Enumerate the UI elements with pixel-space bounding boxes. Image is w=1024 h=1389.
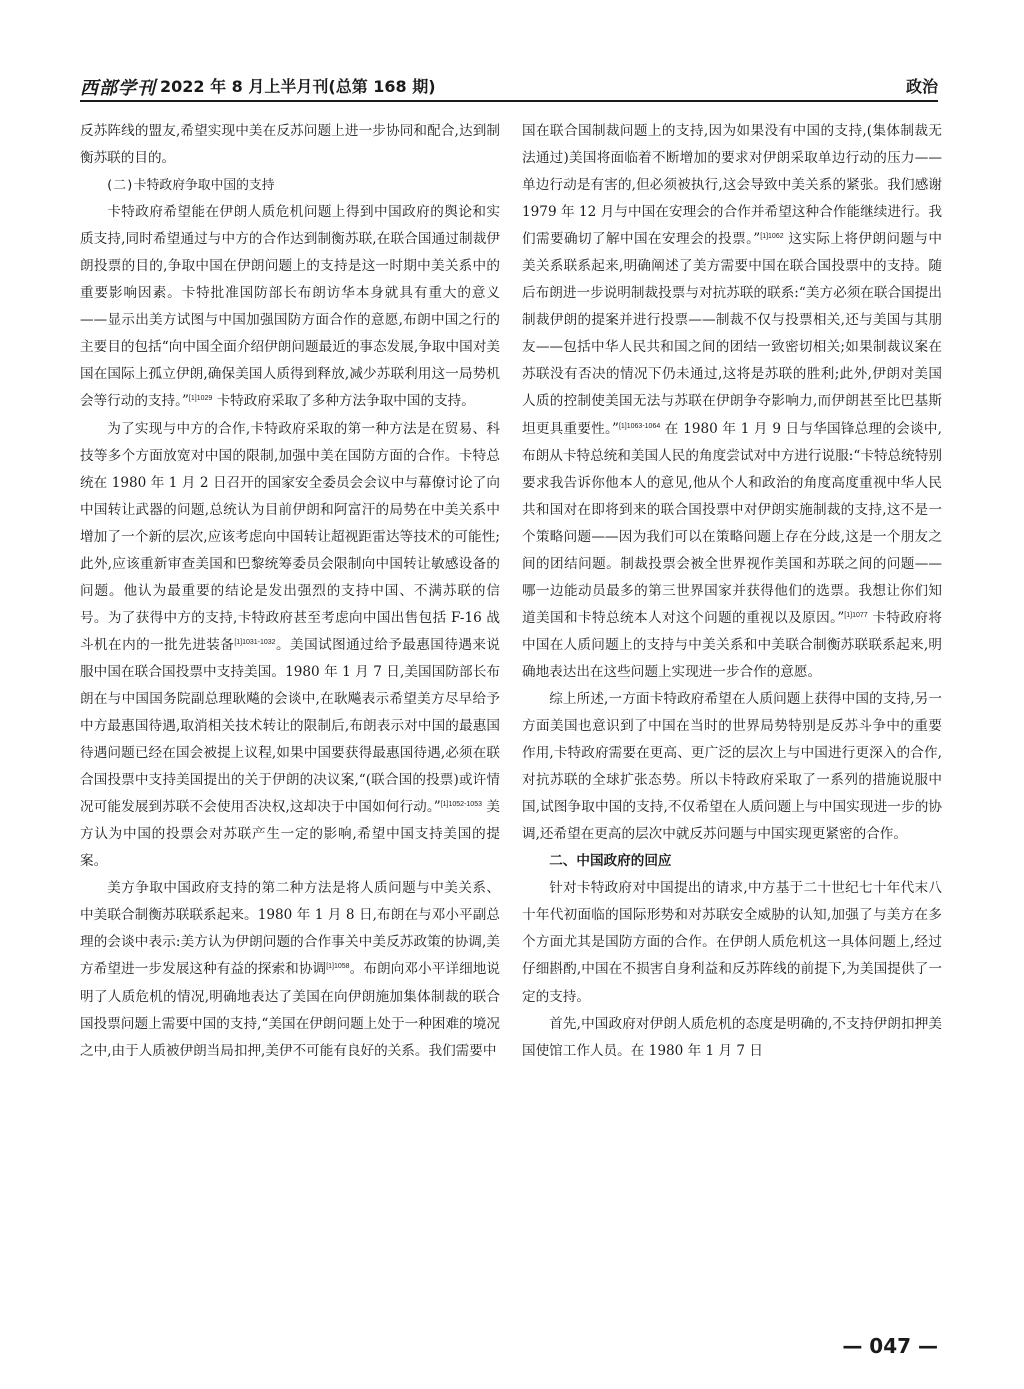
citation: [1]1052-1053 xyxy=(440,801,482,809)
page-header xyxy=(80,72,938,102)
journal-logo: 西部学刊 xyxy=(80,78,156,99)
left-column xyxy=(80,118,500,1238)
citation: [1]1029 xyxy=(188,395,213,403)
subsection-heading: (二)卡特政府争取中国的支持 xyxy=(105,178,275,194)
citation: [1]1077 xyxy=(844,611,868,619)
paragraph: 首先,中国政府对伊朗人质危机的态度是明确的,不支持伊朗扣押美国使馆工作人员。在 1980 年 1 月 7 日 xyxy=(522,1015,942,1059)
citation: [1]1062 xyxy=(760,233,784,241)
issue-info: 2022 年 8 月上半月刊(总第 168 期) xyxy=(160,77,436,96)
paragraph: 为了实现与中方的合作,卡特政府采取的第一种方法是在贸易、科技等多个方面放宽对中国的限制,加强中美在国防方面的合作。卡特总统在 1980 年 1 月 2 日召开的国家安全委员会会议中与幕僚讨论了向中国转让武器的问题,总统认为目前伊朗和阿富汗的局势在中美关系中增加了一个新的层次,应该考虑向中国转让超视距雷达等技术的可能性;此外,应该重新审查美国和巴黎统筹委员会限制向中国转让敏感设备的问题。他认为最重要的结论是发出强烈的支持中国、不满苏联的信号。为了获得中方的支持,卡特政府甚至考虑向中国出售包括 F-16 战斗机在内的一批先进装备$^{[1]1031-1032}$。美国试图通过给予最惠国待遇来说服中国在联合国投票中支持美国。1980 年 1 月 7 日,美国国防部长布朗在与中国国务院副总理耿飚的会谈中,在耿飚表示希望美方尽早给予中方最惠国待遇,取消相关技术转让的限制后,布朗表示对中国的最惠国待遇问题已经在国会被提上议程,如果中国要获得最惠国待遇,必须在联合国投票中支持美国提出的关于伊朗的决议案,“(联合国的投票)或许情况可能发展到苏联不会使用否决权,这却决于中国如何行动。”$^{[1]1052-1053}$ 美方认为中国的投票会对苏联产生一定的影响,希望中国支持美国的提案。 xyxy=(80,420,500,870)
section-heading: 二、中国政府的回应 xyxy=(549,853,672,870)
right-column xyxy=(522,118,942,1238)
paragraph: 针对卡特政府对中国提出的请求,中方基于二十世纪七十年代末八十年代初面临的国际形势和对苏联安全威胁的认知,加强了与美方在多个方面尤其是国防方面的合作。在伊朗人质危机这一具体问题上,经过仔细斟酌,中国在不损害自身利益和反苏阵线的前提下,为美国提供了一定的支持。 xyxy=(522,880,942,1005)
section-name: 政治 xyxy=(905,77,938,96)
paragraph: 反苏阵线的盟友,希望实现中美在反苏问题上进一步协同和配合,达到制衡苏联的目的。 xyxy=(80,123,500,167)
citation: [1]1063-1064 xyxy=(618,422,661,430)
paragraph: 卡特政府希望能在伊朗人质危机问题上得到中国政府的舆论和实质支持,同时希望通过与中方的合作达到制衡苏联,在联合国通过制裁伊朗投票的目的,争取中国在伊朗问题上的支持是这一时期中美关系中的重要影响因素。卡特批准国防部长布朗访华本身就具有重大的意义——显示出美方试图与中国加强国防方面合作的意愿,布朗中国之行的主要目的包括“向中国全面介绍伊朗问题最近的事态发展,争取中国对美国在国际上孤立伊朗,确保美国人质得到释放,减少苏联利用这一局势机会等行动的支持。”$^{[1]1029}$ 卡特政府采取了多种方法争取中国的支持。 xyxy=(80,204,500,410)
citation: [1]1031-1032 xyxy=(234,638,276,646)
paragraph: 国在联合国制裁问题上的支持,因为如果没有中国的支持,(集体制裁无法通过)美国将面临着不断增加的要求对伊朗采取单边行动的压力——单边行动是有害的,但必须被执行,这会导致中美关系的紧张。我们感谢 1979 年 12 月与中国在安理会的合作并希望这种合作能继续进行。我们需要确切了解中国在安理会的投票。”$^{[1]1062}$ 这实际上将伊朗问题与中美关系联系起来,明确阐述了美方需要中国在联合国投票中的支持。随后布朗进一步说明制裁投票与对抗苏联的联系:“美方必须在联合国提出制裁伊朗的提案并进行投票——制裁不仅与投票相关,还与美国与其朋友——包括中华人民共和国之间的团结一致密切相关;如果制裁议案在苏联没有否决的情况下仍未通过,这将是苏联的胜利;此外,伊朗对美国人质的控制使美国无法与苏联在伊朗争夺影响力,而伊朗甚至比巴基斯坦更具重要性。”$^{[1]1063-1064}$ 在 1980 年 1 月 9 日与华国锋总理的会谈中,布朗从卡特总统和美国人民的角度尝试对中方进行说服:“卡特总统特别要求我告诉你他本人的意见,他从个人和政治的角度高度重视中华人民共和国对在即将到来的联合国投票中对伊朗实施制裁的支持,这不是一个策略问题——因为我们可以在策略问题上存在分歧,这是一个朋友之间的团结问题。制裁投票会被全世界视作美国和苏联之间的问题——哪一边能动员最多的第三世界国家并获得他们的选票。我想让你们知道美国和卡特总统本人对这个问题的重视以及原因。”$^{[1]1077}$ 卡特政府将中国在人质问题上的支持与中美关系和中美联合制衡苏联联系起来,明确地表达出在这些问题上实现进一步合作的意愿。 xyxy=(522,123,942,680)
citation: [1]1058 xyxy=(326,963,350,971)
page-number: — 047 — xyxy=(842,1334,938,1358)
paragraph: 综上所述,一方面卡特政府希望在人质问题上获得中国的支持,另一方面美国也意识到了中国在当时的世界局势特别是反苏斗争中的重要作用,卡特政府需要在更高、更广泛的层次上与中国进行更深入的合作,对抗苏联的全球扩张态势。所以卡特政府采取了一系列的措施说服中国,试图争取中国的支持,不仅希望在人质问题上与中国实现进一步的协调,还希望在更高的层次中就反苏问题与中国实现更紧密的合作。 xyxy=(522,690,942,843)
paragraph: 美方争取中国政府支持的第二种方法是将人质问题与中美关系、中美联合制衡苏联联系起来。1980 年 1 月 8 日,布朗在与邓小平副总理的会谈中表示:美方认为伊朗问题的合作事关中美反苏政策的协调,美方希望进一步发展这种有益的探索和协调$^{[1]1058}$。布朗向邓小平详细地说明了人质危机的情况,明确地表达了美国在向伊朗施加集体制裁的联合国投票问题上需要中国的支持,“美国在伊朗问题上处于一种困难的境况之中,由于人质被伊朗当局扣押,美伊不可能有良好的关系。我们需要中 xyxy=(80,880,500,1059)
